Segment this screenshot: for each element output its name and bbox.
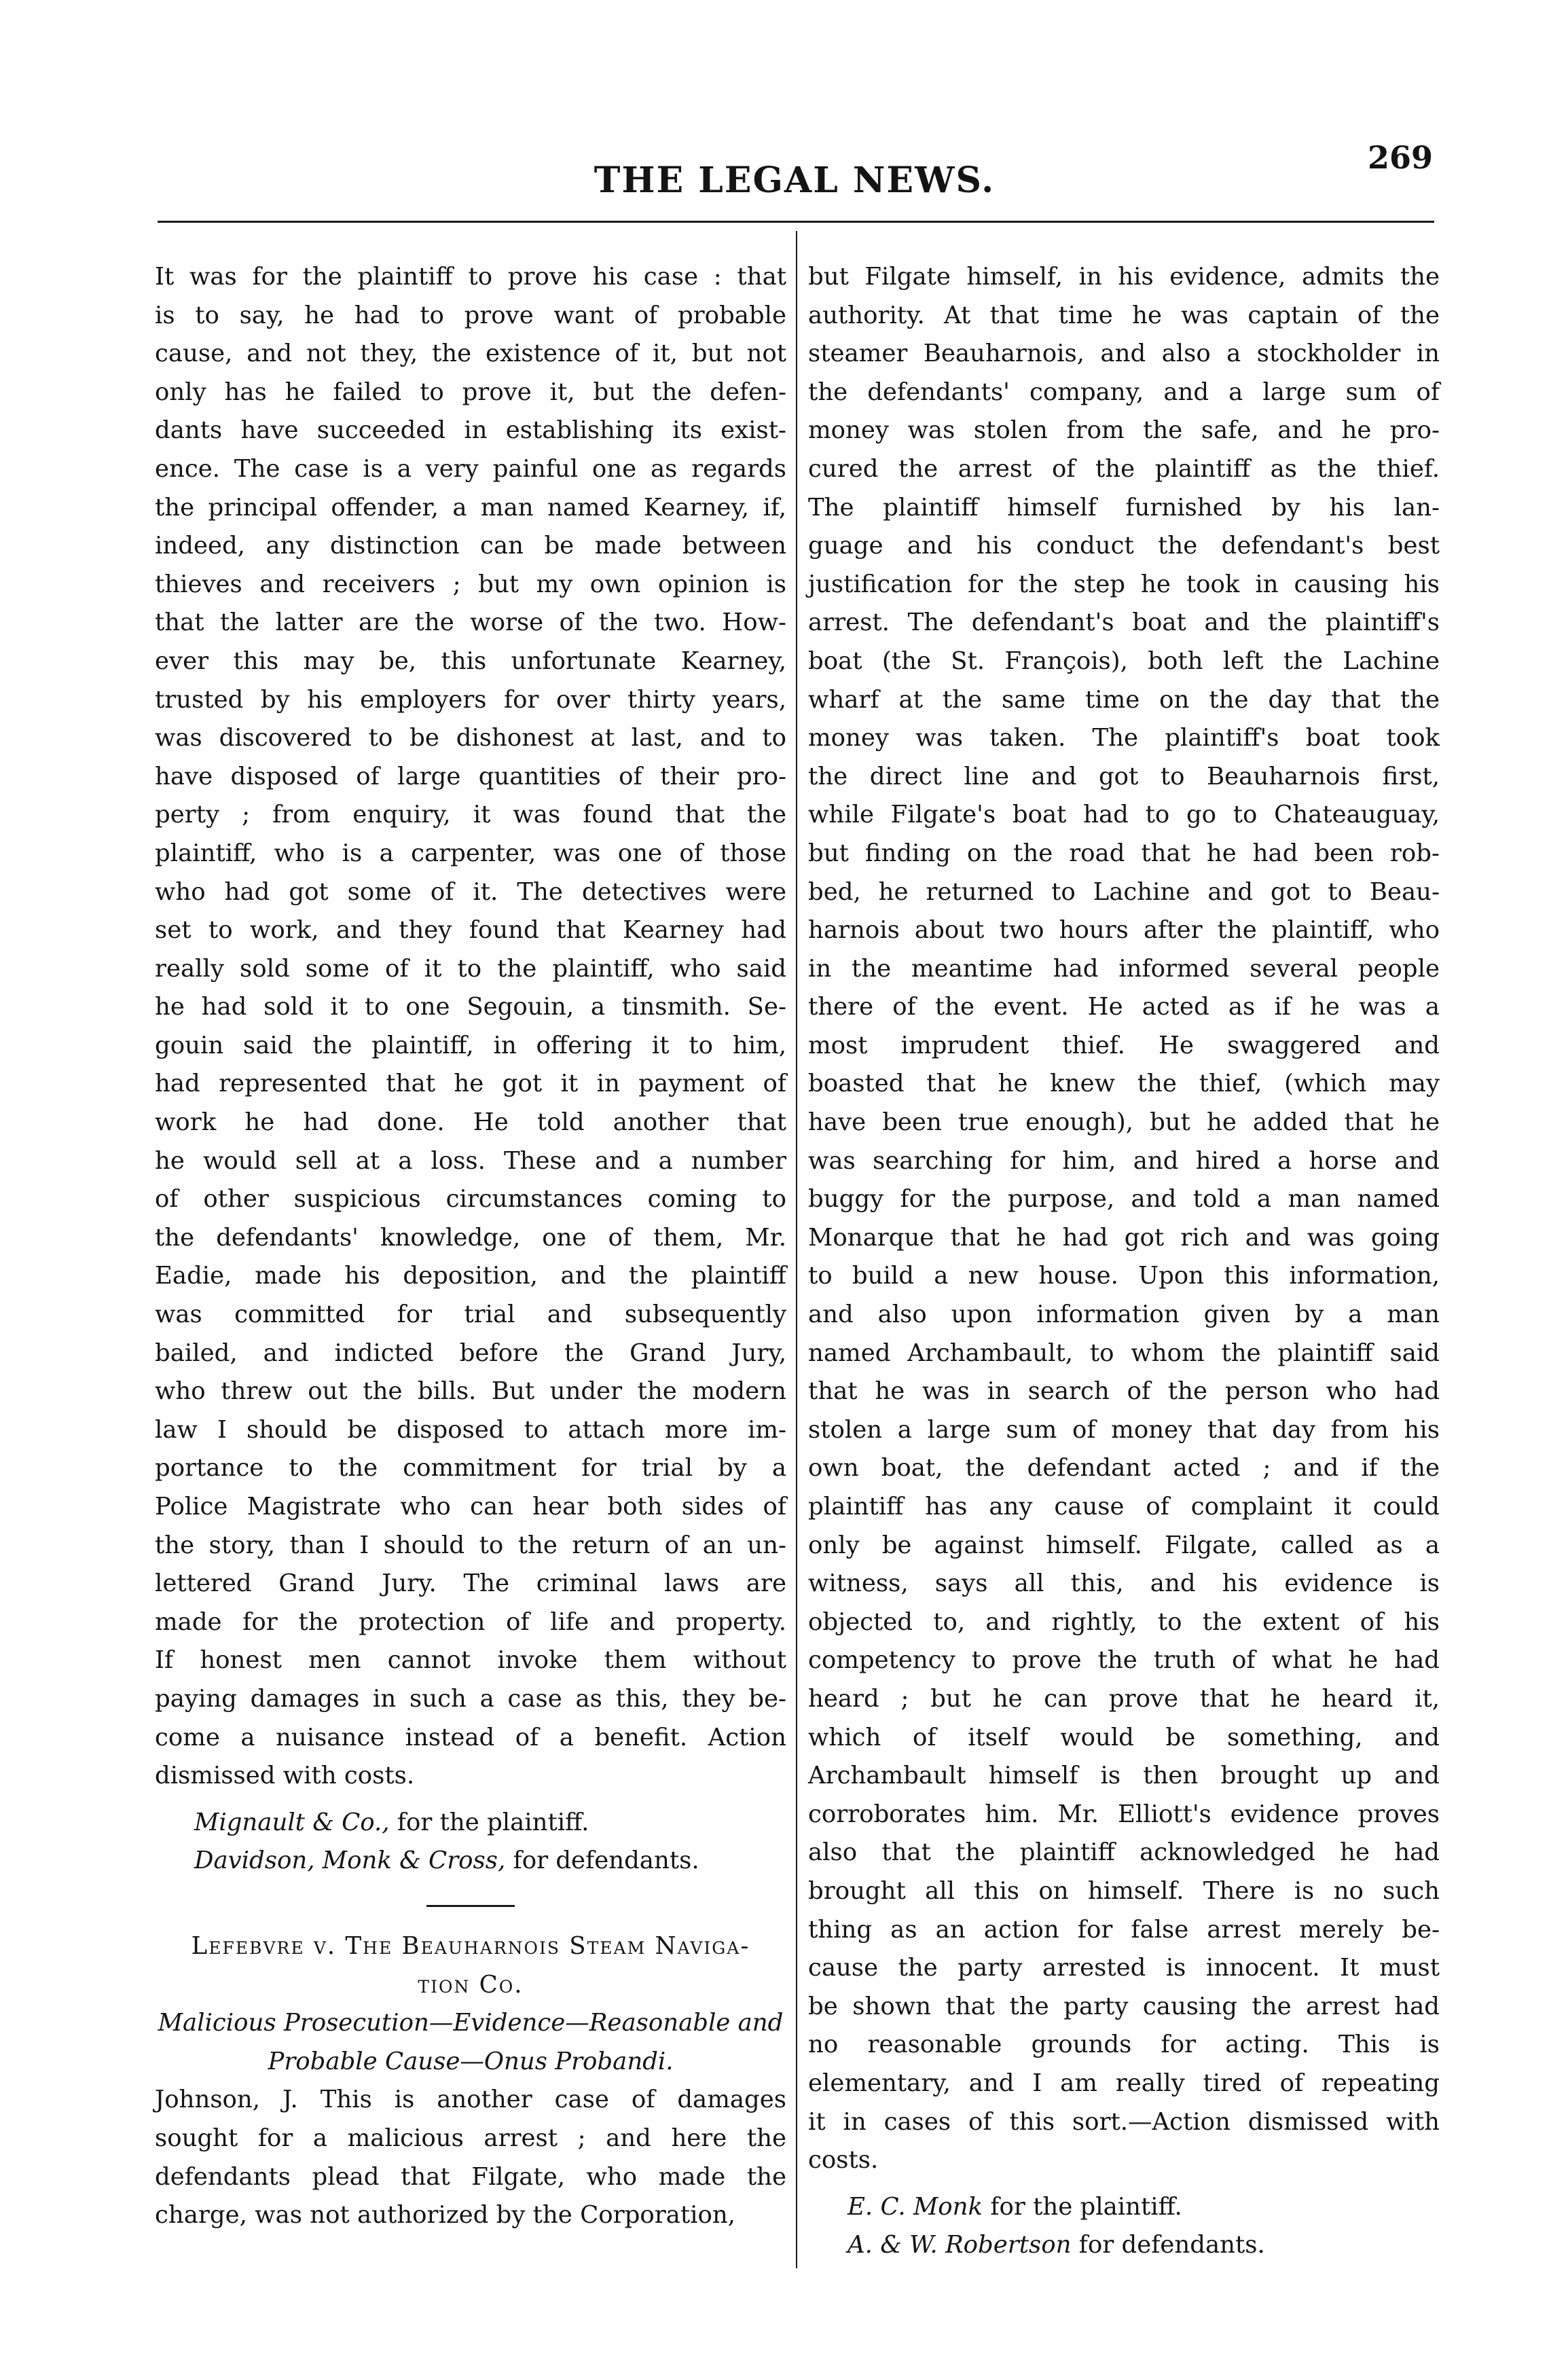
journal-title: THE LEGAL NEWS. (594, 160, 996, 201)
right-text-line: Archambault himself is then brought up and (808, 1762, 1440, 1790)
left-text-line: ence. The case is a very painful one as regards (155, 454, 786, 483)
second-case-body (155, 2081, 786, 2234)
left-text-line: have disposed of large quantities of their pro- (155, 762, 786, 791)
counsel-plaintiff-2 (808, 2188, 1440, 2227)
right-text-line: to build a new house. Upon this information, (808, 1262, 1440, 1290)
right-text-line: competency to prove the truth of what he had (808, 1646, 1440, 1675)
left-text-line: the defendants' knowledge, one of them, Mr. (155, 1223, 786, 1252)
left-text-line: It was for the plaintiff to prove his case : that (155, 263, 786, 291)
left-text-line: perty ; from enquiry, it was found that the (155, 801, 786, 829)
left-text-line: thieves and receivers ; but my own opinion is (155, 570, 786, 598)
left-text-line: work he had done. He told another that (155, 1108, 786, 1137)
right-text-line: authority. At that time he was captain of the (808, 301, 1440, 329)
headnote-line2: Probable Cause—Onus Probandi. (268, 2047, 674, 2075)
right-text-line: bed, he returned to Lachine and got to Beau- (808, 877, 1440, 906)
right-text-line: plaintiff has any cause of complaint it could (808, 1493, 1440, 1521)
left-text-line: the story, than I should to the return of an un- (155, 1531, 786, 1559)
counsel-plaintiff-role: for the plaintiff. (389, 1808, 589, 1836)
left-text-line: had represented that he got it in payment of (155, 1070, 786, 1098)
left-text-line: the principal offender, a man named Kearney, if, (155, 493, 786, 522)
left-text-line: that the latter are the worse of the two. How- (155, 608, 786, 637)
right-text-line: money was taken. The plaintiff's boat took (808, 724, 1440, 752)
page-header (156, 139, 1433, 214)
left-text-line: was committed for trial and subsequently (155, 1301, 786, 1329)
right-text-line: that he was in search of the person who had (808, 1377, 1440, 1406)
right-text-line: no reasonable grounds for acting. This is (808, 2031, 1440, 2059)
right-text-line: in the meantime had informed several people (808, 954, 1440, 983)
right-text-line: the defendants' company, and a large sum of (808, 378, 1440, 406)
counsel-defendants-2-role: for defendants. (1071, 2231, 1265, 2259)
right-column (808, 258, 1440, 2265)
left-column (155, 258, 786, 2235)
left-text-line: gouin said the plaintiff, in offering it to him, (155, 1031, 786, 1059)
right-text-line: own boat, the defendant acted ; and if the (808, 1454, 1440, 1483)
left-text-line: was discovered to be dishonest at last, and to (155, 724, 786, 752)
right-text-line: objected to, and rightly, to the extent of his (808, 1607, 1440, 1636)
left-text-line: trusted by his employers for over thirty years, (155, 685, 786, 714)
right-text-line: most imprudent thief. He swaggered and (808, 1031, 1440, 1059)
right-text-line: but Filgate himself, in his evidence, admits the (808, 263, 1440, 291)
right-text-line: buggy for the purpose, and told a man named (808, 1185, 1440, 1214)
right-text-line: which of itself would be something, and (808, 1723, 1440, 1751)
right-text-line: named Archambault, to whom the plaintiff said (808, 1339, 1440, 1367)
right-text-line: witness, says all this, and his evidence is (808, 1569, 1440, 1598)
right-text-line: corroborates him. Mr. Elliott's evidence proves (808, 1800, 1440, 1828)
left-text-line: really sold some of it to the plaintiff, who said (155, 954, 786, 983)
left-text-line: who threw out the bills. But under the modern (155, 1377, 786, 1406)
case-title-line2: tion Co. (418, 1970, 524, 1999)
left-text-line: Eadie, made his deposition, and the plaintiff (155, 1262, 786, 1290)
right-text-line: guage and his conduct the defendant's best (808, 532, 1440, 560)
right-text-line: boasted that he knew the thief, (which may (808, 1070, 1440, 1098)
left-text-line: law I should be disposed to attach more im- (155, 1415, 786, 1444)
left-text-line: cause, and not they, the existence of it, but not (155, 340, 786, 368)
right-text-line: harnois about two hours after the plaintiff, who (808, 916, 1440, 945)
right-text-line: cured the arrest of the plaintiff as the thief. (808, 454, 1440, 483)
right-text-line: but finding on the road that he had been rob- (808, 839, 1440, 867)
right-text-line: elementary, and I am really tired of repeating (808, 2069, 1440, 2097)
headnote-line1: Malicious Prosecution—Evidence—Reasonable and (158, 2009, 784, 2037)
right-text-line: cause the party arrested is innocent. It must (808, 1954, 1440, 1982)
left-text-line: dismissed with costs. (155, 1762, 415, 1790)
header-rule (158, 221, 1434, 223)
left-text-line: is to say, he had to prove want of probable (155, 301, 786, 329)
right-text-line: and also upon information given by a man (808, 1301, 1440, 1329)
counsel-plaintiff-2-role: for the plaintiff. (983, 2192, 1182, 2221)
right-text-line: thing as an action for false arrest merely be- (808, 1915, 1440, 1944)
left-text-line: Police Magistrate who can hear both sides of (155, 1493, 786, 1521)
counsel-defendants-name: Davidson, Monk & Cross, (194, 1847, 506, 1875)
right-text-line: only be against himself. Filgate, called as a (808, 1531, 1440, 1559)
left-text-line: who had got some of it. The detectives were (155, 877, 786, 906)
right-text-line: costs. (808, 2146, 879, 2175)
left-text-line: come a nuisance instead of a benefit. Action (155, 1723, 786, 1751)
left-text-line: If honest men cannot invoke them without (155, 1646, 786, 1675)
counsel-plaintiff (155, 1804, 786, 1842)
left-text-line: set to work, and they found that Kearney had (155, 916, 786, 945)
left-text-line: he had sold it to one Segouin, a tinsmith. Se- (155, 993, 786, 1021)
counsel-plaintiff-name: Mignault & Co., (194, 1808, 390, 1836)
column-divider (796, 231, 797, 2268)
second-case-text-line: sought for a malicious arrest ; and here the (155, 2124, 786, 2152)
right-text-line: also that the plaintiff acknowledged he had (808, 1838, 1440, 1867)
left-text-line: dants have succeeded in establishing its exist- (155, 416, 786, 445)
left-text-line: portance to the commitment for trial by a (155, 1454, 786, 1483)
counsel-defendants-2 (808, 2226, 1440, 2265)
right-text-line: steamer Beauharnois, and also a stockholder in (808, 340, 1440, 368)
right-column-body (808, 258, 1440, 2180)
counsel-plaintiff-2-name: E. C. Monk (847, 2192, 983, 2221)
case-title-line1: Lefebvre v. The Beauharnois Steam Naviga- (191, 1931, 750, 1960)
right-text-line: money was stolen from the safe, and he pro- (808, 416, 1440, 445)
second-case-text-line: charge, was not authorized by the Corporation, (155, 2201, 735, 2230)
left-text-line: ever this may be, this unfortunate Kearney, (155, 647, 786, 675)
right-text-line: it in cases of this sort.—Action dismissed with (808, 2107, 1440, 2136)
right-text-line: stolen a large sum of money that day from his (808, 1415, 1440, 1444)
section-separator (426, 1905, 515, 1907)
second-case-text-line: Johnson, J. This is another case of damages (155, 2086, 786, 2114)
left-text-line: plaintiff, who is a carpenter, was one of those (155, 839, 786, 867)
left-text-line: only has he failed to prove it, but the defen- (155, 378, 786, 406)
right-text-line: The plaintiff himself furnished by his lan- (808, 493, 1440, 522)
right-text-line: there of the event. He acted as if he was a (808, 993, 1440, 1021)
right-text-line: be shown that the party causing the arrest had (808, 1992, 1440, 2020)
counsel-defendants (155, 1842, 786, 1880)
counsel-defendants-2-name: A. & W. Robertson (847, 2231, 1072, 2259)
right-text-line: boat (the St. François), both left the Lachine (808, 647, 1440, 675)
right-text-line: brought all this on himself. There is no such (808, 1876, 1440, 1905)
right-text-line: wharf at the same time on the day that the (808, 685, 1440, 714)
left-text-line: indeed, any distinction can be made between (155, 532, 786, 560)
right-text-line: while Filgate's boat had to go to Chateauguay, (808, 801, 1440, 829)
left-text-line: bailed, and indicted before the Grand Jury, (155, 1339, 786, 1367)
right-text-line: the direct line and got to Beauharnois first, (808, 762, 1440, 791)
left-text-line: of other suspicious circumstances coming to (155, 1185, 786, 1214)
right-text-line: was searching for him, and hired a horse and (808, 1146, 1440, 1175)
right-text-line: heard ; but he can prove that he heard it, (808, 1684, 1440, 1713)
left-column-body (155, 258, 786, 1796)
counsel-defendants-role: for defendants. (505, 1847, 699, 1875)
right-text-line: arrest. The defendant's boat and the plaintiff's (808, 608, 1440, 637)
second-case-text-line: defendants plead that Filgate, who made the (155, 2162, 786, 2191)
right-text-line: Monarque that he had got rich and was going (808, 1223, 1440, 1252)
page-number: 269 (1367, 139, 1433, 176)
left-text-line: lettered Grand Jury. The criminal laws are (155, 1569, 786, 1598)
right-text-line: justification for the step he took in causing his (808, 570, 1440, 598)
left-text-line: paying damages in such a case as this, they be- (155, 1684, 786, 1713)
left-text-line: he would sell at a loss. These and a number (155, 1146, 786, 1175)
left-text-line: made for the protection of life and property. (155, 1607, 786, 1636)
right-text-line: have been true enough), but he added that he (808, 1108, 1440, 1137)
